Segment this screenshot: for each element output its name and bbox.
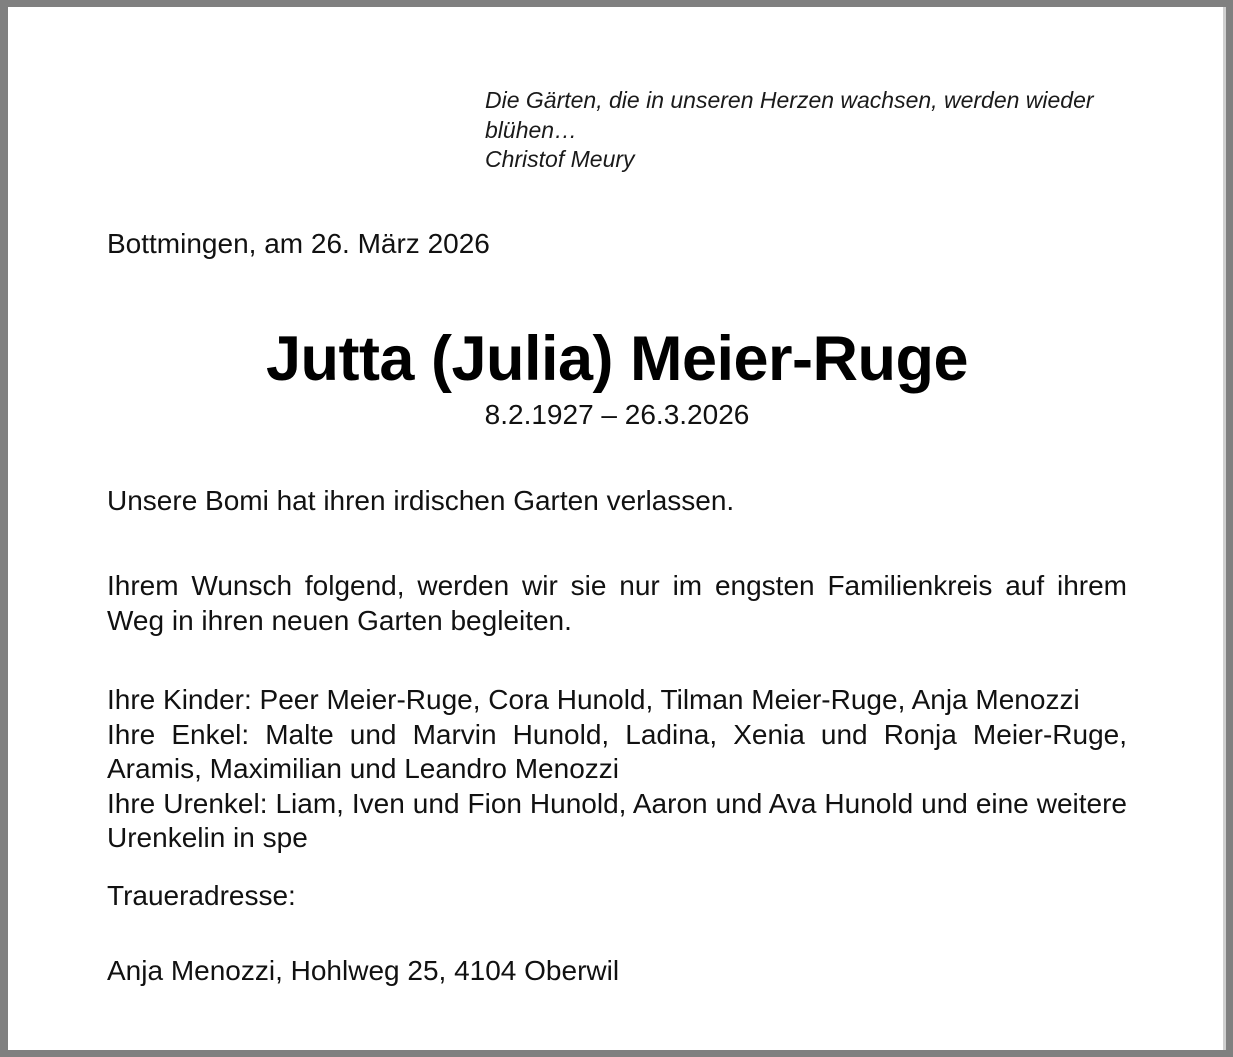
deceased-name: Jutta (Julia) Meier-Ruge — [265, 324, 969, 394]
life-dates: 8.2.1927 – 26.3.2026 — [484, 399, 750, 430]
motto-quote — [485, 86, 1145, 175]
motto-author: Christof Meury — [485, 146, 635, 172]
family-list — [107, 683, 1127, 856]
great-grandchildren-line: Ihre Urenkel: Liam, Iven und Fion Hunold, Aaron und Ava Hunold und eine weitere Urenkelin in spe — [107, 787, 1127, 853]
place-date: Bottmingen, am 26. März 2026 — [107, 228, 490, 259]
wish-paragraph: Ihrem Wunsch folgend, werden wir sie nur im engsten Familienkreis auf ihrem Weg in ihren neuen Garten begleiten. — [107, 570, 1127, 636]
grandchildren-line: Ihre Enkel: Malte und Marvin Hunold, Ladina, Xenia und Ronja Meier-Ruge, Aramis, Maximilian und Leandro Menozzi — [107, 718, 1127, 784]
motto-text: Die Gärten, die in unseren Herzen wachsen, werden wieder blühen… — [485, 87, 1094, 143]
address-label: Traueradresse: — [107, 880, 296, 911]
children-line: Ihre Kinder: Peer Meier-Ruge, Cora Hunold, Tilman Meier-Ruge, Anja Menozzi — [107, 684, 1080, 715]
intro-paragraph: Unsere Bomi hat ihren irdischen Garten verlassen. — [107, 485, 735, 516]
address-value: Anja Menozzi, Hohlweg 25, 4104 Oberwil — [107, 955, 620, 986]
